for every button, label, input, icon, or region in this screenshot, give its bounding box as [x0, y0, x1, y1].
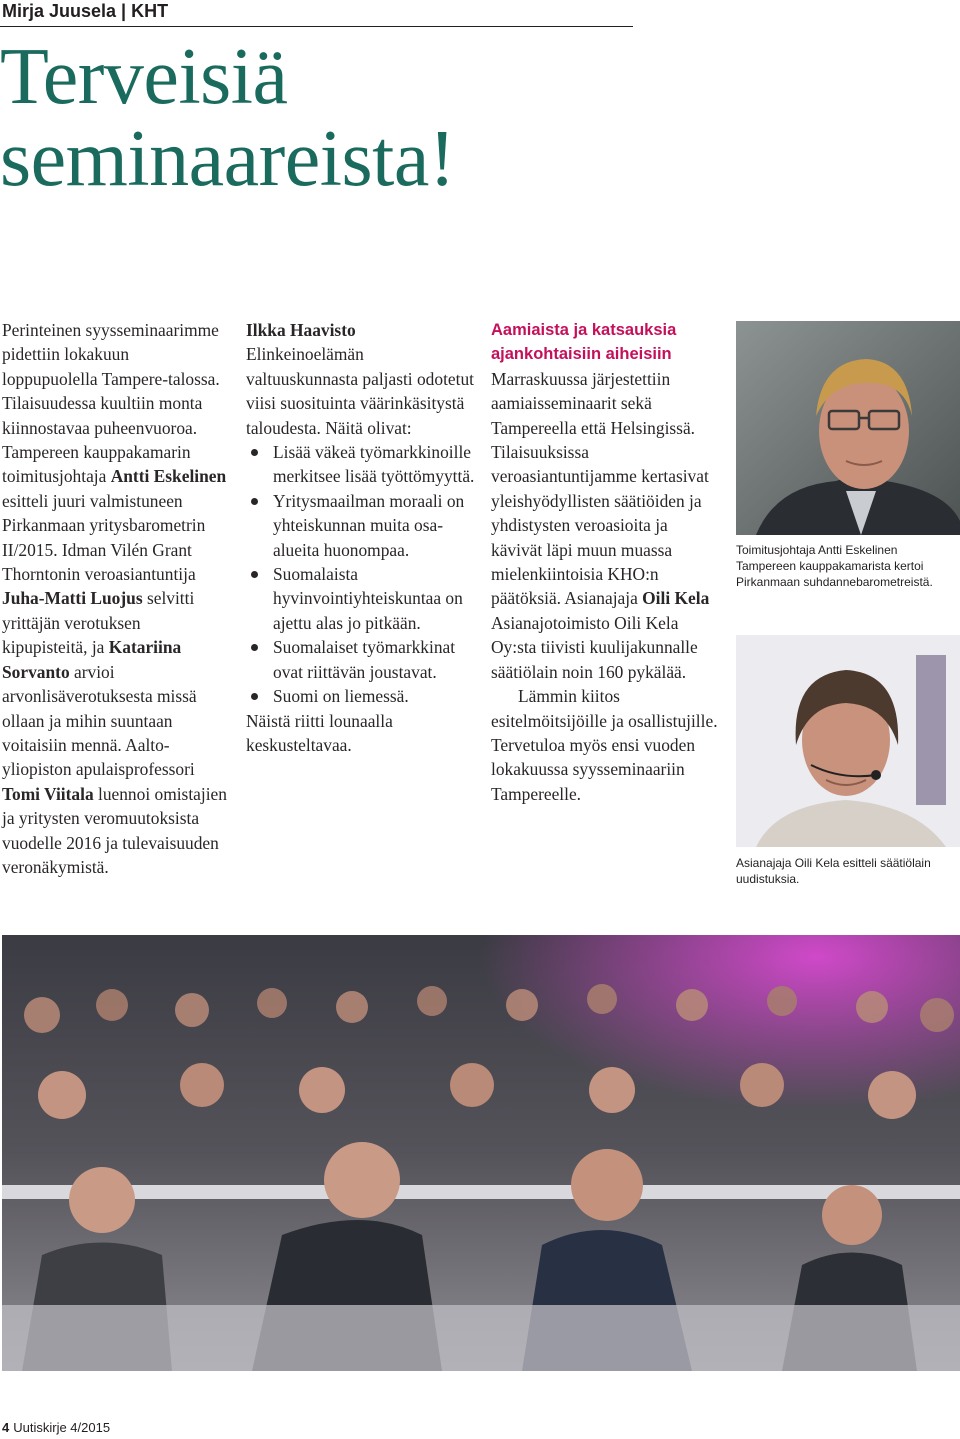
column-2-intro: Ilkka Haavisto Elinkeinoelämän valtuuskunnasta paljasti odotetut viisi suosituinta väärinkäsitystä taloudesta. Näitä olivat:: [246, 320, 474, 438]
column-1-paragraph: Perinteinen syysseminaarimme pidettiin lokakuun loppupuolella Tampere-talossa. Tilaisuudessa kuultiin monta kiinnostavaa puheenvuoroa. Tampereen kauppakamarin toimitusjohtaja Antti Eskelinen esitteli juuri valmistuneen Pirkanmaan yritysbarometrin II/2015. Idman Vilén Grant Thorntonin veroasiantuntija Juha-Matti Luojus selvitti yrittäjän verotuksen kipupisteitä, ja Katariina Sorvanto arvioi arvonlisäverotuksesta missä ollaan ja mihin suuntaan voitaisiin mennä. Aalto-yliopiston apulaisprofessori Tomi Viitala luennoi omistajien ja yritysten veromuutoksista vuodelle 2016 ja tulevaisuuden veronäkymistä.: [2, 320, 227, 877]
article-column-2: [246, 318, 476, 757]
publication-name: Uutiskirje 4/2015: [13, 1420, 111, 1435]
column-2-outro: Näistä riitti lounaalla keskusteltavaa.: [246, 710, 393, 755]
page-footer: [2, 1420, 110, 1436]
photo-2-caption: Asianajaja Oili Kela esitteli säätiölain uudistuksia.: [736, 856, 931, 886]
section-subheading: Aamiaista ja katsauksia ajankohtaisiin aiheisiin: [491, 321, 677, 364]
article-column-3: [491, 318, 721, 806]
column-3-paragraph: Marraskuussa järjestettiin aamiaisseminaarit sekä Tampereella että Helsingissä. Tilaisuuksissa veroasiantuntijamme kertasivat yleishyödyllisten säätiöiden ja yhdistysten veroasioita ja kävivät läpi muun muassa mielenkiintoisia KHO:n päätöksiä. Asianajaja Oili Kela Asianajotoimisto Oili Kela Oy:sta tiivisti kuulijakunnalle säätiölain noin 160 pykälää.: [491, 368, 710, 682]
speaker-photo-1-image: [736, 321, 960, 535]
title-line-2: seminaareista!: [0, 115, 455, 203]
article-title: [0, 33, 455, 203]
header-rule: [0, 26, 633, 27]
title-line-1: Terveisiä: [0, 33, 288, 121]
person-name: Juha-Matti Luojus: [2, 588, 143, 609]
list-item: Suomi on liemessä.: [246, 684, 476, 708]
person-name: Oili Kela: [642, 588, 710, 609]
column-3-closing: Lämmin kiitos esitelmöitsijöille ja osallistujille. Tervetuloa myös ensi vuoden lokakuussa syysseminaariin Tampereelle.: [491, 686, 718, 804]
list-item: Yritysmaailman moraali on yhteiskunnan muita osa-alueita huonompaa.: [246, 489, 476, 562]
author-byline: Mirja Juusela | KHT: [2, 1, 169, 21]
speaker-photo-2-image: [736, 635, 960, 847]
person-name: Antti Eskelinen: [110, 466, 227, 487]
person-name: Tomi Viitala: [2, 783, 94, 804]
person-name: Ilkka Haavisto: [246, 320, 356, 340]
photo-1-caption: Toimitusjohtaja Antti Eskelinen Tampereen kauppakamarista kertoi Pirkanmaan suhdannebarometreistä.: [736, 543, 933, 589]
speaker-photo-2: [736, 635, 960, 847]
speaker-photo-1: [736, 321, 960, 535]
audience-photo: [2, 935, 960, 1371]
article-column-1: [2, 318, 227, 879]
misconceptions-list: [246, 440, 476, 708]
person-name: Katariina Sorvanto: [2, 637, 182, 682]
audience-photo-image: [2, 935, 960, 1371]
list-item: Lisää väkeä työmarkkinoille merkitsee lisää työttömyyttä.: [246, 440, 476, 489]
list-item: Suomalaista hyvinvointiyhteiskuntaa on ajettu alas jo pitkään.: [246, 562, 476, 635]
list-item: Suomalaiset työmarkkinat ovat riittävän joustavat.: [246, 635, 476, 684]
page-number: 4: [2, 1420, 10, 1435]
